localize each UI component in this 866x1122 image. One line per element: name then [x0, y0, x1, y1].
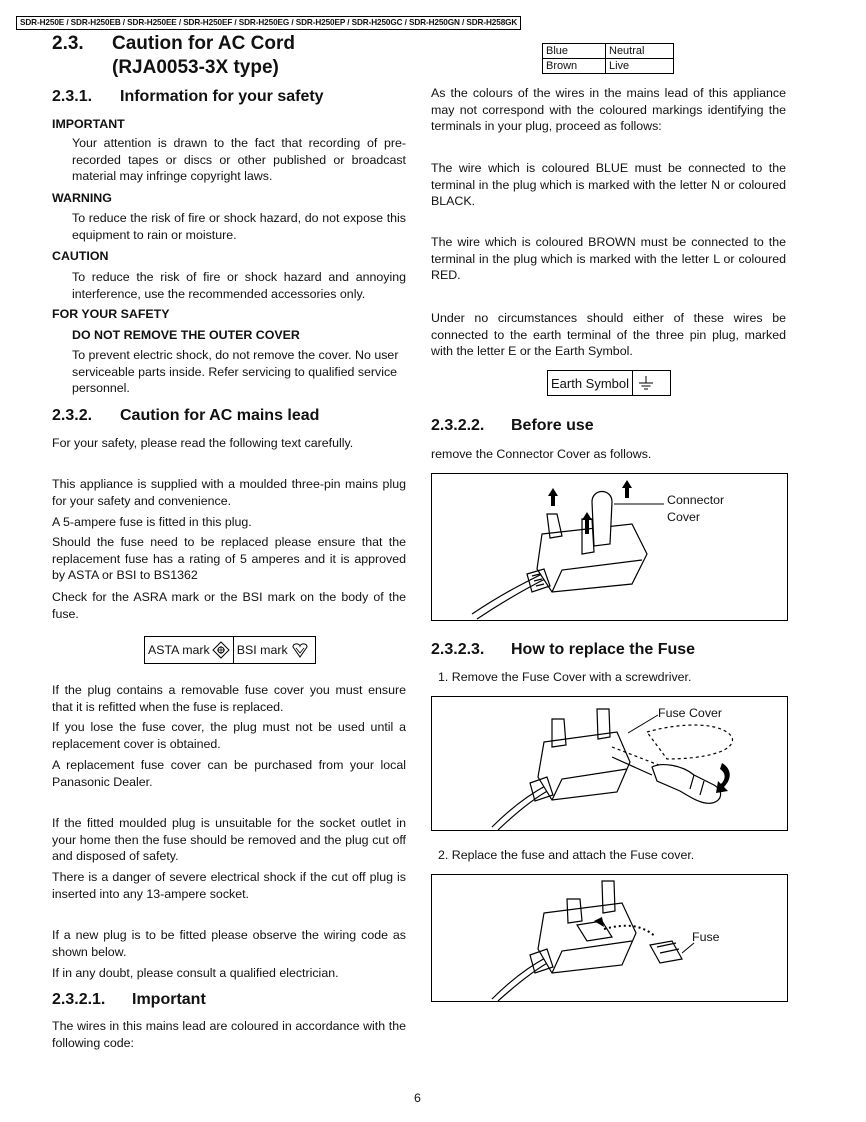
para: If a new plug is to be fitted please observe the wiring code as shown below. [52, 928, 406, 959]
bsi-mark-cell [234, 637, 312, 663]
wire-colour: Blue [543, 44, 606, 59]
para: There is a danger of severe electrical shock if the cut off plug is inserted into any 13-ampere socket. [52, 870, 406, 901]
connector-cover-label [667, 492, 724, 525]
para: Check for the ASRA mark or the BSI mark on the body of the fuse. [52, 590, 406, 621]
remove-fuse-cover-figure [431, 696, 788, 831]
connector-cover-figure [431, 473, 788, 621]
label-line: Cover [667, 509, 701, 524]
replace-fuse-figure [431, 874, 788, 1002]
para: The wire which is coloured BLUE must be connected to the terminal in the plug which is marked with the letter N or coloured BLACK. [431, 161, 786, 209]
heading-number: 2.3.2.1. [52, 991, 106, 1008]
heading-number: 2.3.1. [52, 88, 93, 105]
para: If the plug contains a removable fuse cover you must ensure that it is refitted when the fuse is replaced. [52, 683, 406, 714]
para: As the colours of the wires in the mains lead of this appliance may not correspond with the coloured markings identifying the terminals in your plug, proceed as follows: [431, 86, 786, 134]
para: remove the Connector Cover as follows. [431, 447, 652, 461]
heading-2-3-1 [52, 87, 324, 107]
model-list: SDR-H250E / SDR-H250EB / SDR-H250EE / SDR-H250EF / SDR-H250EG / SDR-H250EP / SDR-H250GC / SDR-H250GN / SDR-H258GK [16, 16, 521, 30]
bsi-mark-label: BSI mark [236, 643, 288, 657]
para: If you lose the fuse cover, the plug must not be used until a replacement cover is obtained. [52, 720, 406, 751]
heading-number: 2.3.2.3. [431, 641, 485, 658]
fuse-cover-label: Fuse Cover [658, 706, 723, 720]
heading-text: Information for your safety [120, 88, 324, 105]
warning-text: To reduce the risk of fire or shock hazard, do not expose this equipment to rain or moisture. [72, 211, 406, 242]
caution-label: CAUTION [52, 249, 109, 263]
para: A replacement fuse cover can be purchased from your local Panasonic Dealer. [52, 758, 406, 789]
earth-symbol-box [547, 370, 671, 396]
section-title-line2: (RJA0053-3X type) [112, 57, 279, 78]
wire-colour: Brown [543, 59, 606, 74]
bsi-kitemark-icon [291, 641, 309, 659]
section-title [52, 32, 295, 56]
earth-ground-icon [636, 374, 656, 392]
heading-text: How to replace the Fuse [511, 641, 696, 658]
heading-number: 2.3.2.2. [431, 417, 485, 434]
fuse-label: Fuse [692, 930, 720, 944]
heading-number: 2.3.2. [52, 407, 93, 424]
para: Should the fuse need to be replaced please ensure that the replacement fuse has a rating of 5 amperes and it is approved by ASTA or BSI to BS1362 [52, 535, 406, 583]
warning-label: WARNING [52, 191, 112, 205]
heading-2-3-2 [52, 406, 319, 426]
para: A 5-ampere fuse is fitted in this plug. [52, 515, 252, 529]
plug-fuse-illustration [432, 875, 787, 1001]
heading-text: Before use [511, 417, 594, 434]
para: If in any doubt, please consult a qualified electrician. [52, 966, 339, 980]
wire-function: Live [606, 59, 674, 74]
page-number: 6 [414, 1091, 421, 1105]
section-number: 2.3. [52, 33, 84, 54]
para: If the fitted moulded plug is unsuitable for the socket outlet in your home then the fuse should be removed and the plug cut off and disposed of safety. [52, 816, 406, 864]
section-title-line1: Caution for AC Cord [112, 33, 295, 54]
step-1: 1. Remove the Fuse Cover with a screwdriver. [438, 670, 692, 684]
earth-symbol-label: Earth Symbol [548, 371, 633, 395]
para: This appliance is supplied with a moulded three-pin mains plug for your safety and convenience. [52, 477, 406, 508]
screwdriver-fuse-cover-illustration [432, 697, 787, 830]
earth-symbol-cell [633, 371, 659, 395]
step-2: 2. Replace the fuse and attach the Fuse cover. [438, 848, 695, 862]
asta-mark-cell [145, 637, 234, 663]
para: Under no circumstances should either of these wires be connected to the earth terminal of the three pin plug, marked with the letter E or the Earth Symbol. [431, 311, 786, 359]
label-line: Connector [667, 493, 725, 507]
outer-cover-text: To prevent electric shock, do not remove the cover. No user serviceable parts inside. Refer servicing to qualified service personnel. [72, 348, 399, 396]
important-label: IMPORTANT [52, 117, 125, 131]
para: The wire which is coloured BROWN must be connected to the terminal in the plug which is marked with the letter L or coloured RED. [431, 235, 786, 283]
para: The wires in this mains lead are coloured in accordance with the following code: [52, 1019, 406, 1050]
outer-cover-label: DO NOT REMOVE THE OUTER COVER [72, 328, 300, 342]
heading-text: Caution for AC mains lead [120, 407, 320, 424]
important-text: Your attention is drawn to the fact that recording of pre-recorded tapes or discs or other published or broadcast material may infringe copyright laws. [72, 136, 406, 184]
table-row [543, 44, 674, 59]
heading-text: Important [132, 991, 206, 1008]
heading-2-3-2-2 [431, 416, 594, 436]
fuse-marks-box [144, 636, 316, 664]
wire-code-table [542, 43, 674, 74]
plug-connector-cover-illustration [432, 474, 787, 620]
asta-mark-label: ASTA mark [148, 643, 210, 657]
asta-mark-icon [212, 641, 230, 659]
wire-function: Neutral [606, 44, 674, 59]
safety-label: FOR YOUR SAFETY [52, 307, 170, 321]
table-row [543, 59, 674, 74]
heading-2-3-2-3 [431, 640, 695, 660]
caution-text: To reduce the risk of fire or shock hazard and annoying interference, use the recommended accessories only. [72, 270, 406, 301]
para: For your safety, please read the following text carefully. [52, 436, 354, 450]
heading-2-3-2-1 [52, 990, 206, 1010]
